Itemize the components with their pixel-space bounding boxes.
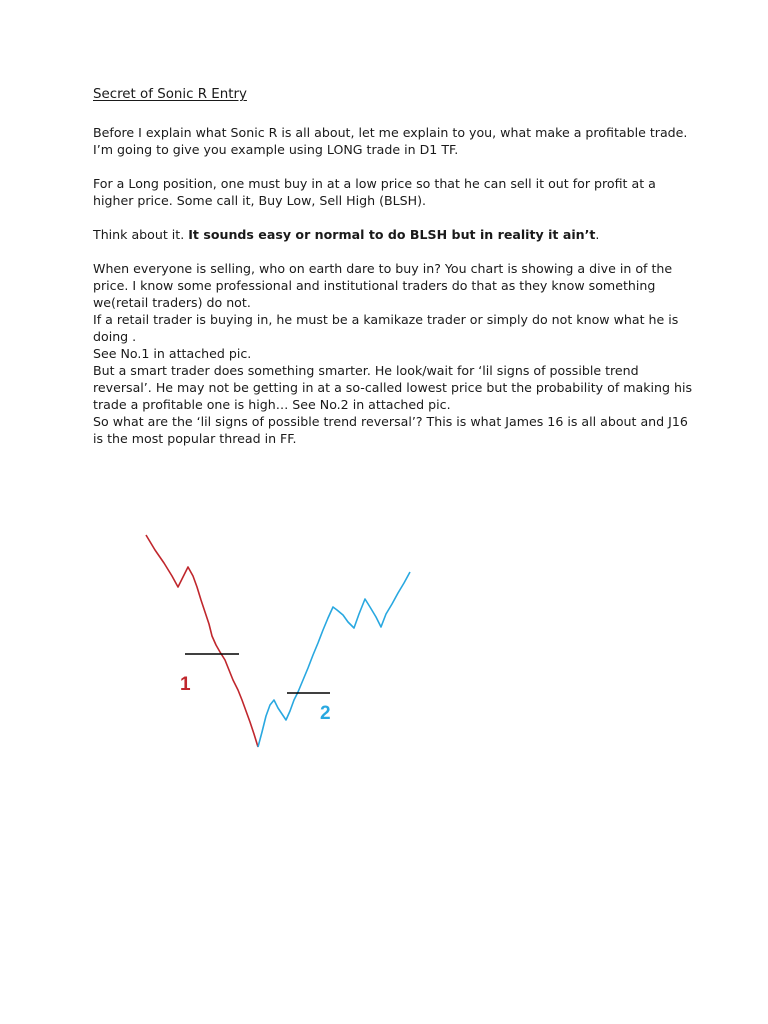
paragraph-everyone-selling: When everyone is selling, who on earth dare to buy in? You chart is showing a dive in of the price. I know some professional and institutional traders do that as they know something we(retail traders) do not. bbox=[93, 261, 673, 310]
paragraph-retail-trader: If a retail trader is buying in, he must be a kamikaze trader or simply do not know what he is doing . bbox=[93, 312, 679, 344]
think-period: . bbox=[595, 227, 600, 242]
uptrend-line bbox=[258, 572, 410, 747]
downtrend-line bbox=[146, 535, 258, 747]
paragraph-long-position: For a Long position, one must buy in at a low price so that he can sell it out for profit at a higher price. Some call it, Buy Low, Sell High (BLSH). bbox=[93, 176, 656, 208]
paragraph-smart-trader: But a smart trader does something smarter. He look/wait for ‘lil signs of possible trend reversal’. He may not be getting in at a so-called lowest price but the probability of making his trade a profitable one is high… See No.2 in attached pic. bbox=[93, 363, 693, 412]
think-text: Think about it. bbox=[93, 227, 189, 242]
label-1: 1 bbox=[180, 674, 191, 695]
page-title: Secret of Sonic R Entry bbox=[93, 87, 247, 102]
paragraph-signs: So what are the ‘lil signs of possible trend reversal’? This is what James 16 is all about and J16 is the most popular thread in FF. bbox=[93, 414, 688, 446]
label-2: 2 bbox=[320, 703, 331, 724]
paragraph-see-no1: See No.1 in attached pic. bbox=[93, 346, 252, 361]
emphasis-text: It sounds easy or normal to do BLSH but in reality it ain’t bbox=[188, 227, 596, 242]
paragraph-intro: Before I explain what Sonic R is all about, let me explain to you, what make a profitable trade. I’m going to give you example using LONG trade in D1 TF. bbox=[93, 125, 688, 157]
